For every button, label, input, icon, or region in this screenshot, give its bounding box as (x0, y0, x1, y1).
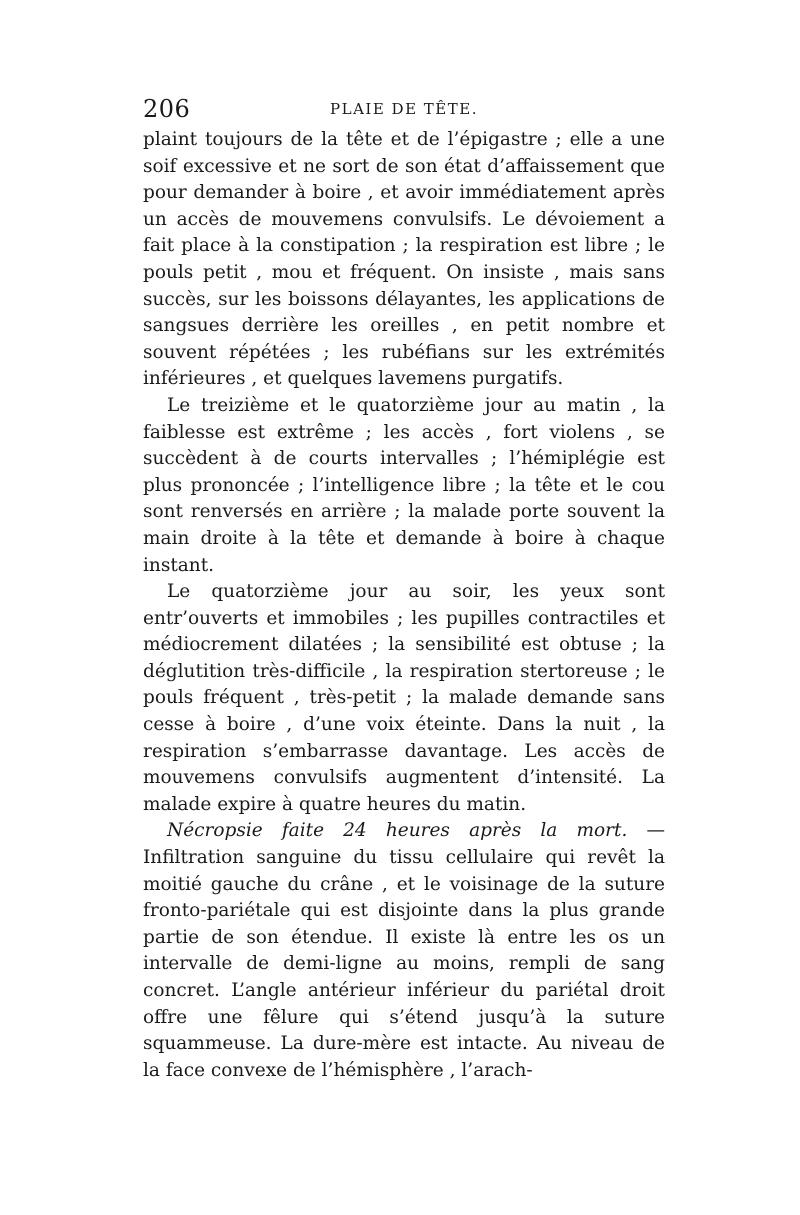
necropsie-text: — Infiltration sanguine du tissu cellulaire qui revêt la moitié gauche du crâne , et le voisinage de la suture fronto-pariétale qui est disjointe dans la plus grande partie de son étendue. Il existe là entre les os un intervalle de demi-ligne au moins, rempli de sang concret. L’angle antérieur inférieur du pariétal droit offre une fêlure qui s’étend jusqu’à la suture squammeuse. La dure-mère est intacte. Au niveau de la face convexe de l’hémisphère , l’arach- (143, 820, 665, 1081)
paragraph-continuation: plaint toujours de la tête et de l’épigastre ; elle a une soif excessive et ne sort de son état d’affaissement que pour demander à boire , et avoir immédiatement après un accès de mouvemens convulsifs. Le dévoiement a fait place à la constipation ; la respiration est libre ; le pouls petit , mou et fréquent. On insiste , mais sans succès, sur les boissons délayantes, les applications de sangsues derrière les oreilles , en petit nombre et souvent répétées ; les rubéfians sur les extrémités inférieures , et quelques lavemens purgatifs. (143, 129, 665, 390)
paragraph-thirteenth-day: Le treizième et le quatorzième jour au matin , la faiblesse est extrême ; les accès , fort violens , se succèdent à de courts intervalles ; l’hémiplégie est plus prononcée ; l’intelligence libre ; la tête et le cou sont renversés en arrière ; la malade porte souvent la main droite à la tête et demande à boire à chaque instant. (143, 394, 665, 576)
running-title: PLAIE DE TÊTE. (330, 100, 478, 118)
page-number: 206 (143, 95, 191, 123)
page-header (143, 94, 665, 124)
body-text (143, 127, 665, 1084)
necropsie-heading: Nécropsie faite 24 heures après la mort. (167, 820, 628, 842)
paragraph-fourteenth-evening: Le quatorzième jour au soir, les yeux sont entr’ouverts et immobiles ; les pupilles contractiles et médiocrement dilatées ; la sensibilité est obtuse ; la déglutition très-difficile , la respiration stertoreuse ; le pouls fréquent , très-petit ; la malade demande sans cesse à boire , d’une voix éteinte. Dans la nuit , la respiration s’embarrasse davantage. Les accès de mouvemens convulsifs augmentent d’intensité. La malade expire à quatre heures du matin. (143, 581, 665, 815)
paragraph-necropsie (143, 818, 665, 1084)
